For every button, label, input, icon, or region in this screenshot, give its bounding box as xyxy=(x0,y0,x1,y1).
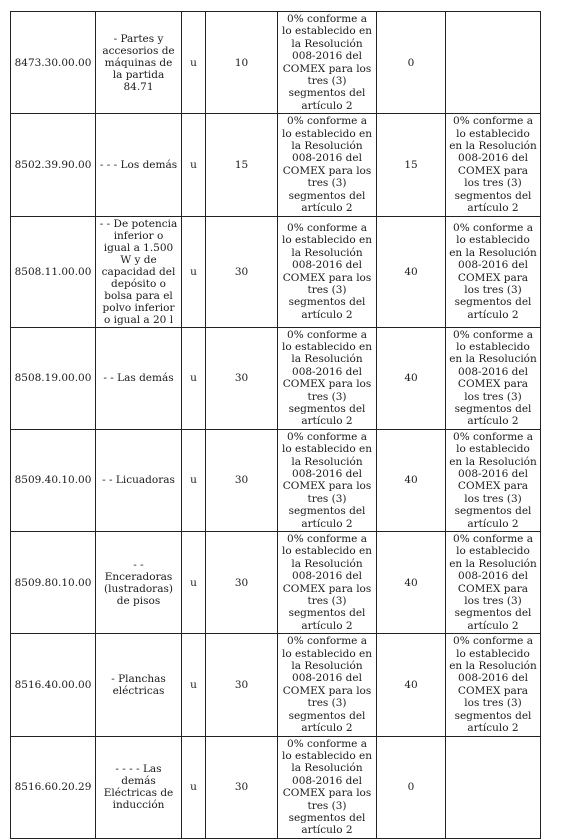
tariff-code-cell: 8508.19.00.00 xyxy=(11,327,96,429)
treatment2-cell: 0% conforme a lo establecido en la Resolución 008-2016 del COMEX para los tres (3) segmentos del artículo 2 xyxy=(446,429,541,531)
tariff-code-cell: 8509.40.10.00 xyxy=(11,429,96,531)
treatment2-cell: 0% conforme a lo establecido en la Resolución 008-2016 del COMEX para los tres (3) segmentos del artículo 2 xyxy=(446,216,541,327)
unit-cell: u xyxy=(182,429,206,531)
description-cell: - Partes y accesorios de máquinas de la partida 84.71 xyxy=(96,12,182,114)
unit-cell: u xyxy=(182,12,206,114)
treatment2-cell: 0% conforme a lo establecido en la Resolución 008-2016 del COMEX para los tres (3) segmentos del artículo 2 xyxy=(446,327,541,429)
treatment-cell: 0% conforme a lo establecido en la Resolución 008-2016 del COMEX para los tres (3) segmentos del artículo 2 xyxy=(278,327,377,429)
unit-cell: u xyxy=(182,634,206,736)
table-row xyxy=(11,634,541,736)
unit-cell: u xyxy=(182,532,206,634)
treatment2-cell: 0% conforme a lo establecido en la Resolución 008-2016 del COMEX para los tres (3) segmentos del artículo 2 xyxy=(446,634,541,736)
rate2-cell: 0 xyxy=(377,736,446,838)
rate-cell: 30 xyxy=(206,634,278,736)
tariff-table xyxy=(10,11,541,839)
rate-cell: 30 xyxy=(206,327,278,429)
description-cell: - - Enceradoras (lustradoras) de pisos xyxy=(96,532,182,634)
tariff-code-cell: 8473.30.00.00 xyxy=(11,12,96,114)
rate2-cell: 40 xyxy=(377,429,446,531)
tariff-code-cell: 8516.40.00.00 xyxy=(11,634,96,736)
description-cell: - - - - Las demás Eléctricas de inducción xyxy=(96,736,182,838)
rate2-cell: 15 xyxy=(377,114,446,216)
treatment2-cell: 0% conforme a lo establecido en la Resolución 008-2016 del COMEX para los tres (3) segmentos del artículo 2 xyxy=(446,114,541,216)
rate-cell: 15 xyxy=(206,114,278,216)
description-cell: - - De potencia inferior o igual a 1.500 W y de capacidad del depósito o bolsa para el polvo inferior o igual a 20 l xyxy=(96,216,182,327)
table-row xyxy=(11,12,541,114)
treatment-cell: 0% conforme a lo establecido en la Resolución 008-2016 del COMEX para los tres (3) segmentos del artículo 2 xyxy=(278,216,377,327)
tariff-code-cell: 8509.80.10.00 xyxy=(11,532,96,634)
table-row xyxy=(11,216,541,327)
treatment-cell: 0% conforme a lo establecido en la Resolución 008-2016 del COMEX para los tres (3) segmentos del artículo 2 xyxy=(278,736,377,838)
rate-cell: 30 xyxy=(206,429,278,531)
unit-cell: u xyxy=(182,216,206,327)
tariff-code-cell: 8508.11.00.00 xyxy=(11,216,96,327)
treatment2-cell xyxy=(446,12,541,114)
unit-cell: u xyxy=(182,114,206,216)
tariff-table-body xyxy=(11,12,541,839)
table-row xyxy=(11,429,541,531)
rate2-cell: 40 xyxy=(377,327,446,429)
treatment-cell: 0% conforme a lo establecido en la Resolución 008-2016 del COMEX para los tres (3) segmentos del artículo 2 xyxy=(278,114,377,216)
treatment-cell: 0% conforme a lo establecido en la Resolución 008-2016 del COMEX para los tres (3) segmentos del artículo 2 xyxy=(278,532,377,634)
tariff-code-cell: 8516.60.20.29 xyxy=(11,736,96,838)
table-row xyxy=(11,327,541,429)
rate-cell: 10 xyxy=(206,12,278,114)
description-cell: - - Las demás xyxy=(96,327,182,429)
unit-cell: u xyxy=(182,327,206,429)
rate2-cell: 0 xyxy=(377,12,446,114)
description-cell: - - Licuadoras xyxy=(96,429,182,531)
rate2-cell: 40 xyxy=(377,532,446,634)
treatment2-cell: 0% conforme a lo establecido en la Resolución 008-2016 del COMEX para los tres (3) segmentos del artículo 2 xyxy=(446,532,541,634)
treatment2-cell xyxy=(446,736,541,838)
treatment-cell: 0% conforme a lo establecido en la Resolución 008-2016 del COMEX para los tres (3) segmentos del artículo 2 xyxy=(278,12,377,114)
description-cell: - - - Los demás xyxy=(96,114,182,216)
rate-cell: 30 xyxy=(206,532,278,634)
table-row xyxy=(11,532,541,634)
table-row xyxy=(11,114,541,216)
tariff-code-cell: 8502.39.90.00 xyxy=(11,114,96,216)
treatment-cell: 0% conforme a lo establecido en la Resolución 008-2016 del COMEX para los tres (3) segmentos del artículo 2 xyxy=(278,429,377,531)
description-cell: - Planchas eléctricas xyxy=(96,634,182,736)
treatment-cell: 0% conforme a lo establecido en la Resolución 008-2016 del COMEX para los tres (3) segmentos del artículo 2 xyxy=(278,634,377,736)
rate2-cell: 40 xyxy=(377,634,446,736)
table-row xyxy=(11,736,541,838)
rate-cell: 30 xyxy=(206,736,278,838)
rate2-cell: 40 xyxy=(377,216,446,327)
unit-cell: u xyxy=(182,736,206,838)
rate-cell: 30 xyxy=(206,216,278,327)
